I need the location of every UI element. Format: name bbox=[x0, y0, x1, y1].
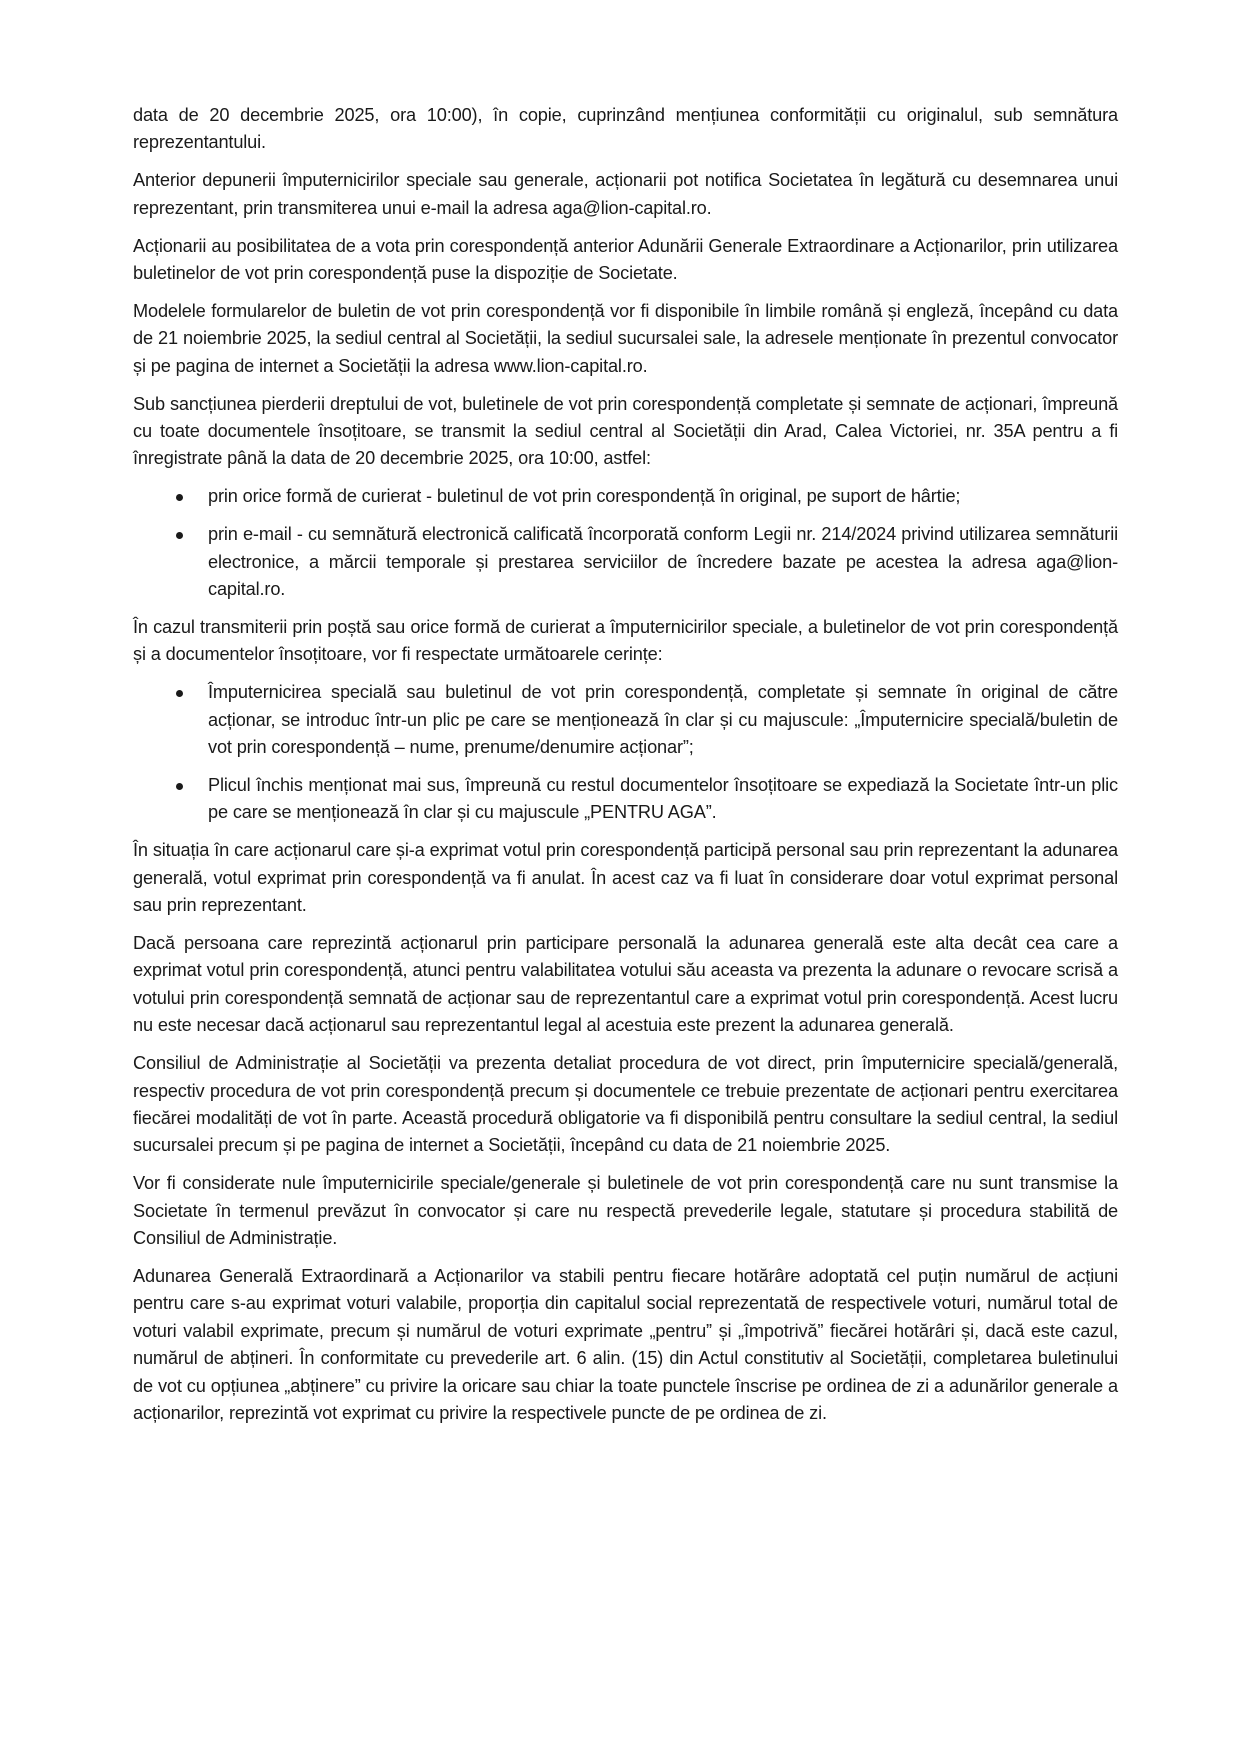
paragraph-proxy-copy: data de 20 decembrie 2025, ora 10:00), în copie, cuprinzând mențiunea conformității cu originalul, sub semnătura reprezentantului. bbox=[133, 105, 1118, 153]
delivery-methods-list bbox=[133, 483, 1118, 603]
paragraph-notify-representative: Anterior depunerii împuternicirilor speciale sau generale, acționarii pot notifica Societatea în legătură cu desemnarea unui reprezentant, prin transmiterea unui e-mail la adresa aga@lion-capital.ro. bbox=[133, 170, 1118, 218]
list-item bbox=[133, 772, 1118, 827]
paragraph-correspondence-vote: Acționarii au posibilitatea de a vota prin corespondență anterior Adunării Generale Extraordinare a Acționarilor, prin utilizarea buletinelor de vot prin corespondență puse la dispoziție de Societate. bbox=[133, 235, 1118, 284]
paragraph-voting-procedure: Consiliul de Administrație al Societății va prezenta detaliat procedura de vot direct, prin împuternicire specială/generală, respectiv procedura de vot prin corespondență precum și documentele ce trebuie prezentate de acționari pentru exercitarea fiecărei modalități de vot în parte. Această procedură obligatorie va fi disponibilă pentru consultare la sediul central, la sediul sucursalei precum și pe pagina de internet a Societății, începând cu data de 21 noiembrie 2025. bbox=[133, 1053, 1118, 1156]
paragraph-postal-requirements: În cazul transmiterii prin poștă sau orice formă de curierat a împuternicirilor speciale, a buletinelor de vot prin corespondență și a documentelor însoțitoare, vor fi respectate următoarele cerințe: bbox=[133, 617, 1118, 665]
list-item-text: prin orice formă de curierat - buletinul de vot prin corespondență în original, pe suport de hârtie; bbox=[208, 486, 961, 507]
list-item-text: Plicul închis menționat mai sus, împreună cu restul documentelor însoțitoare se expediază la Societate într-un plic pe care se menționează în clar și cu majuscule „PENTRU AGA”. bbox=[208, 775, 1118, 823]
document-page bbox=[133, 102, 1118, 1438]
bullet-icon bbox=[176, 690, 183, 697]
list-item bbox=[133, 521, 1118, 603]
envelope-requirements-list bbox=[133, 679, 1118, 827]
bullet-icon bbox=[176, 783, 183, 790]
list-item-text: Împuternicirea specială sau buletinul de vot prin corespondență, completate și semnate în original de către acționar, se introduc într-un plic pe care se menționează în clar și cu majuscule: „Împuternicire specială/buletin de vot prin corespondență – nume, prenume/denumire acționar”; bbox=[208, 682, 1118, 758]
bullet-icon bbox=[176, 494, 183, 501]
paragraph-vote-annulment: În situația în care acționarul care și-a exprimat votul prin corespondență participă personal sau prin reprezentant la adunarea generală, votul exprimat prin corespondență va fi anulat. În acest caz va fi luat în considerare doar votul exprimat personal sau prin reprezentant. bbox=[133, 840, 1118, 916]
paragraph-null-proxies: Vor fi considerate nule împuternicirile speciale/generale și buletinele de vot prin corespondență care nu sunt transmise la Societate în termenul prevăzut în convocator și care nu respectă prevederile legale, statutare și procedura stabilită de Consiliul de Administrație. bbox=[133, 1173, 1118, 1249]
paragraph-vote-counting: Adunarea Generală Extraordinară a Acționarilor va stabili pentru fiecare hotărâre adoptată cel puțin numărul de acțiuni pentru care s-au exprimat voturi valabile, proporția din capitalul social reprezentată de respectivele voturi, numărul total de voturi valabil exprimate, precum și numărul de voturi exprimate „pentru” și „împotrivă” fiecărei hotărâri și, dacă este cazul, numărul de abțineri. În conformitate cu prevederile art. 6 alin. (15) din Actul constitutiv al Societății, completarea buletinului de vot cu opțiunea „abținere” cu privire la oricare sau chiar la toate punctele înscrise pe ordinea de zi a adunărilor generale a acționarilor, reprezintă vot exprimat cu privire la respectivele puncte de pe ordinea de zi. bbox=[133, 1266, 1118, 1424]
list-item bbox=[133, 483, 1118, 510]
paragraph-ballot-models: Modelele formularelor de buletin de vot prin corespondență vor fi disponibile în limbile română și engleză, începând cu data de 21 noiembrie 2025, la sediul central al Societății, la sediul sucursalei sale, la adresele menționate în prezentul convocator și pe pagina de internet a Societății la adresa www.lion-capital.ro. bbox=[133, 300, 1118, 376]
paragraph-ballot-submission: Sub sancțiunea pierderii dreptului de vot, buletinele de vot prin corespondență completate și semnate de acționari, împreună cu toate documentele însoțitoare, se transmit la sediul central al Societății din Arad, Calea Victoriei, nr. 35A pentru a fi înregistrate până la data de 20 decembrie 2025, ora 10:00, astfel: bbox=[133, 393, 1118, 469]
list-item bbox=[133, 679, 1118, 761]
bullet-icon bbox=[176, 532, 183, 539]
paragraph-vote-revocation: Dacă persoana care reprezintă acționarul prin participare personală la adunarea generală este alta decât cea care a exprimat votul prin corespondență, atunci pentru valabilitatea votului său aceasta va prezenta la adunare o revocare scrisă a votului prin corespondență semnată de acționar sau de reprezentantul care a exprimat votul prin corespondență. Acest lucru nu este necesar dacă acționarul sau reprezentantul legal al acestuia este prezent la adunarea generală. bbox=[133, 933, 1118, 1036]
list-item-text: prin e-mail - cu semnătură electronică calificată încorporată conform Legii nr. 214/2024 privind utilizarea semnăturii electronice, a mărcii temporale și prestarea serviciilor de încredere bazate pe acestea la adresa aga@lion-capital.ro. bbox=[208, 524, 1118, 600]
